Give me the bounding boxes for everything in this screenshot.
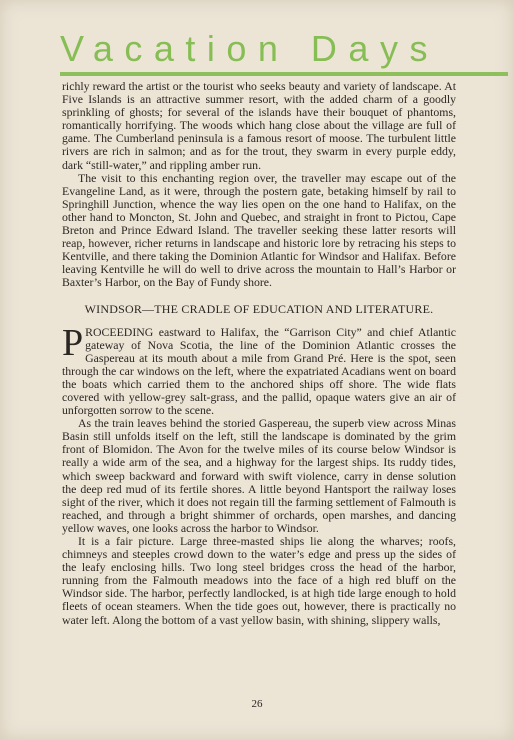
paragraph-5: It is a fair picture. Large three-masted ships lie along the wharves; roofs, chimneys and steeples crowd down to the water’s edge and press up the sides of the leafy enclosing hills. Two long steel bridges cross the head of the harbor, running from the Falmouth meadows into the face of a high red bluff on the Windsor side. The harbor, perfectly landlocked, is at high tide large enough to hold fleets of ocean steamers. When the tide goes out, however, there is practically no water left. Along the bottom of a vast yellow basin, with shining, slippery walls, — [62, 534, 456, 627]
paragraph-4: As the train leaves behind the storied Gaspereau, the superb view across Minas Basin still unfolds itself on the left, still the landscape is dominated by the grim front of Blomidon. The Avon for the twelve miles of its course below Windsor is really a wide arm of the sea, and a highway for the largest ships. Its ruddy tides, which sweep backward and forward with swift violence, carry in dense solution the deep red mud of its fertile shores. A little beyond Hantsport the railway loses sight of the river, which it does not regain till the farming settlement of Falmouth is reached, and through a bright shimmer of orchards, open marshes, and dancing yellow waves, one looks across the harbor to Windsor. — [62, 416, 456, 535]
paragraph-1: richly reward the artist or the tourist who seeks beauty and variety of landscape. At Five Islands is an attractive summer resort, with the added charm of a goodly sprinkling of ghosts; for several of the islands have their bouquet of phantoms, romantically horrifying. The woods which hang close about the village are full of game. The Cumberland peninsula is a famous resort of moose. The turbulent little rivers are rich in salmon; and as for the trout, they swarm in every purple eddy, dark “still-water,” and rippling amber run. — [62, 79, 456, 172]
section-heading: WINDSOR—THE CRADLE OF EDUCATION AND LITERATURE. — [84, 301, 434, 316]
page-number: 26 — [251, 698, 263, 710]
body-text — [62, 80, 456, 627]
paragraph-3-dropcap: PROCEEDING eastward to Halifax, the “Garrison City” and chief Atlantic gateway of Nova Scotia, the line of the Dominion Atlantic crosses the Gaspereau at its mouth about a mile from Grand Pré. Here is the spot, seen through the car windows on the left, where the expatriated Acadians went on board the boats which carried them to the anchored ships off shore. The wide flats covered with yellow-grey salt-grass, and the pallid, opaque waters give an air of unforgotten sorrow to the scene. — [62, 321, 456, 418]
header-rule — [60, 72, 508, 76]
header-title: Vacation Days — [60, 28, 439, 69]
paragraph-2: The visit to this enchanting region over, the traveller may escape out of the Evangeline Land, as it were, through the postern gate, betaking himself by rail to Springhill Junction, whence the way lies open on the one hand to Halifax, on the other hand to Moncton, St. John and Quebec, and straight in front to Pictou, Cape Breton and Prince Edward Island. The traveller seeking these latter resorts will reap, however, richer returns in landscape and historic lore by retracing his steps to Kentville, and there taking the Dominion Atlantic for Windsor and Halifax. Before leaving Kentville he will do well to drive across the mountain to Hall’s Harbor or Baxter’s Harbor, on the Bay of Fundy shore. — [62, 170, 456, 290]
running-header — [60, 28, 508, 74]
